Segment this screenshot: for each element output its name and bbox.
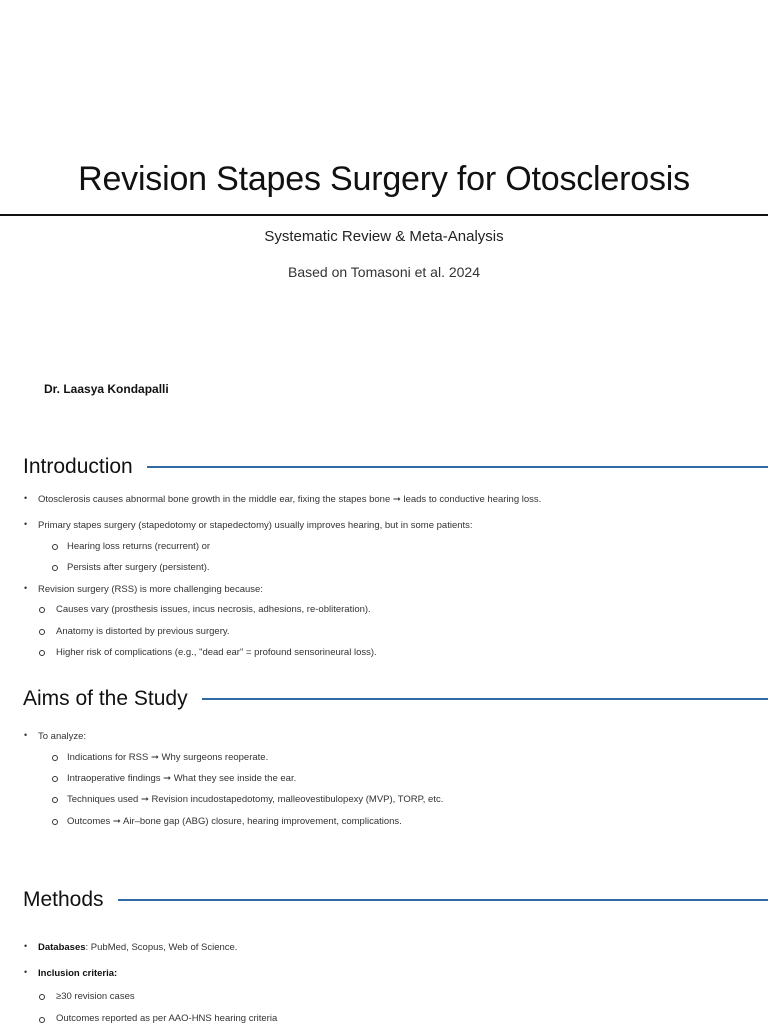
- section-divider: [118, 899, 768, 901]
- source-reference: Based on Tomasoni et al. 2024: [288, 264, 480, 280]
- circle-bullet-icon: [52, 819, 58, 825]
- document-title: Revision Stapes Surgery for Otosclerosis: [78, 160, 690, 198]
- circle-bullet-icon: [39, 1017, 45, 1023]
- list-subitem: Anatomy is distorted by previous surgery.: [56, 626, 230, 637]
- section-divider: [147, 466, 768, 468]
- bullet-icon: •: [24, 493, 28, 503]
- list-item: Revision surgery (RSS) is more challenging because:: [38, 584, 263, 595]
- circle-bullet-icon: [52, 565, 58, 571]
- section-divider: [202, 698, 768, 700]
- list-subitem: Outcomes ➞ Air–bone gap (ABG) closure, hearing improvement, complications.: [67, 816, 402, 827]
- section-introduction: [23, 455, 768, 479]
- list-subitem: Techniques used ➞ Revision incudostapedotomy, malleovestibulopexy (MVP), TORP, etc.: [67, 794, 444, 805]
- list-item: To analyze:: [38, 731, 87, 742]
- circle-bullet-icon: [52, 797, 58, 803]
- section-methods: [23, 888, 768, 912]
- circle-bullet-icon: [39, 629, 45, 635]
- list-item-text: : PubMed, Scopus, Web of Science.: [85, 942, 238, 953]
- bullet-icon: •: [24, 941, 28, 951]
- list-subitem: Outcomes reported as per AAO-HNS hearing criteria: [56, 1013, 278, 1024]
- circle-bullet-icon: [52, 776, 58, 782]
- list-subitem: ≥30 revision cases: [56, 991, 135, 1002]
- bullet-icon: •: [24, 730, 28, 740]
- list-item: [38, 942, 237, 953]
- section-heading-introduction: Introduction: [23, 455, 133, 478]
- section-aims: [23, 687, 768, 711]
- circle-bullet-icon: [52, 544, 58, 550]
- list-item-label: Databases: [38, 942, 86, 953]
- list-item: Inclusion criteria:: [38, 968, 118, 979]
- list-subitem: Persists after surgery (persistent).: [67, 562, 210, 573]
- list-item: Otosclerosis causes abnormal bone growth in the middle ear, fixing the stapes bone ➞ leads to conductive hearing loss.: [38, 494, 542, 505]
- list-subitem: Hearing loss returns (recurrent) or: [67, 541, 211, 552]
- bullet-icon: •: [24, 967, 28, 977]
- title-divider: [0, 214, 768, 216]
- circle-bullet-icon: [39, 650, 45, 656]
- list-subitem: Causes vary (prosthesis issues, incus necrosis, adhesions, re-obliteration).: [56, 604, 371, 615]
- circle-bullet-icon: [39, 994, 45, 1000]
- list-subitem: Higher risk of complications (e.g., "dead ear" = profound sensorineural loss).: [56, 647, 377, 658]
- circle-bullet-icon: [52, 755, 58, 761]
- list-item: Primary stapes surgery (stapedotomy or stapedectomy) usually improves hearing, but in some patients:: [38, 520, 473, 531]
- bullet-icon: •: [24, 583, 28, 593]
- section-heading-aims: Aims of the Study: [23, 687, 188, 710]
- section-heading-methods: Methods: [23, 888, 104, 911]
- list-subitem: Indications for RSS ➞ Why surgeons reoperate.: [67, 752, 269, 763]
- list-subitem: Intraoperative findings ➞ What they see inside the ear.: [67, 773, 297, 784]
- bullet-icon: •: [24, 519, 28, 529]
- document-subtitle: Systematic Review & Meta-Analysis: [264, 228, 504, 245]
- author-name: Dr. Laasya Kondapalli: [44, 382, 169, 396]
- circle-bullet-icon: [39, 607, 45, 613]
